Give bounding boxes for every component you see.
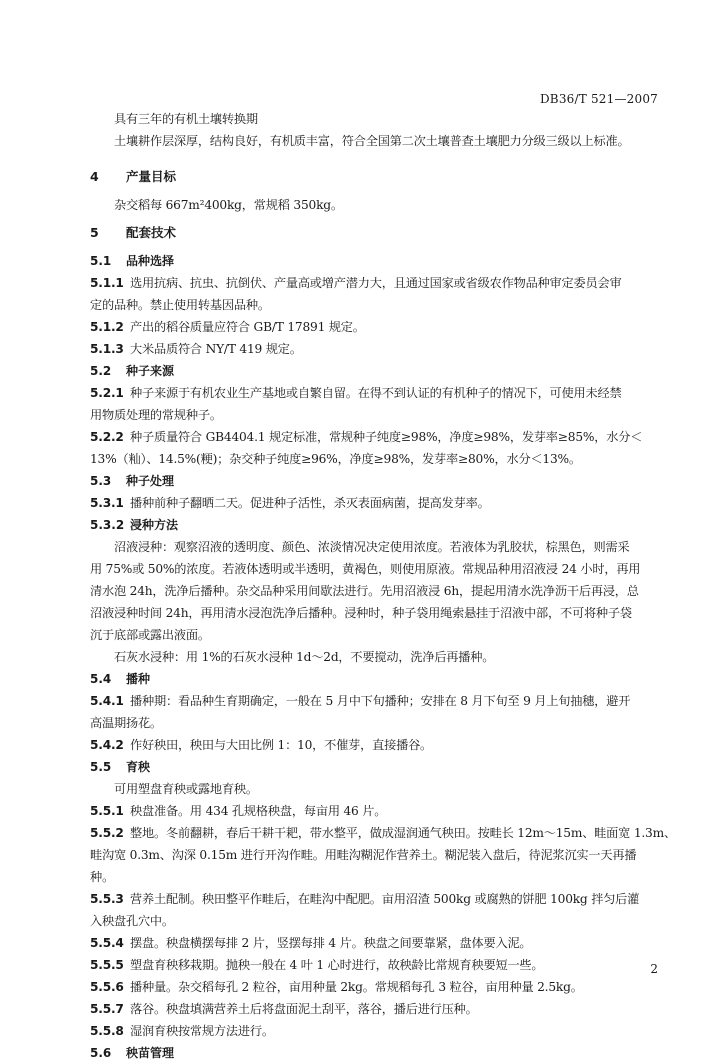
clause-5-5-7 (90, 998, 658, 1020)
section-title: 育秧 (126, 760, 151, 774)
clause-text: 摆盘。秧盘横摆每排 2 片，竖摆每排 4 片。秧盘之间要靠紧，盘体要入泥。 (130, 936, 532, 950)
clause-number: 5.3.2 (90, 518, 125, 532)
clause-5-4-2 (90, 734, 658, 756)
clause-number: 5.1.2 (90, 320, 124, 334)
clause-text: 湿润育秧按常规方法进行。 (130, 1024, 274, 1038)
clause-number: 5.5.5 (90, 958, 124, 972)
section-title: 种子来源 (126, 364, 175, 378)
clause-text: 播种前种子翻晒二天。促进种子活性，杀灭表面病菌，提高发芽率。 (130, 496, 490, 510)
section-5-1-heading (90, 250, 658, 272)
section-title: 产量目标 (126, 169, 177, 184)
lime-soak-text: 石灰水浸种：用 1%的石灰水浸种 1d～2d，不要搅动，洗净后再播种。 (114, 650, 495, 664)
soak-method-line-5: 沉于底部或露出液面。 (90, 628, 210, 642)
clause-number: 5.5.8 (90, 1024, 124, 1038)
section-number: 5 (90, 225, 99, 240)
clause-number: 5.5.6 (90, 980, 124, 994)
clause-text: 产出的稻谷质量应符合 GB/T 17891 规定。 (130, 320, 365, 334)
clause-5-5-1 (90, 800, 658, 822)
clause-text: 塑盘育秧移栽期。抛秧一般在 4 叶 1 心时进行，故秧龄比常规育秧要短一些。 (130, 958, 544, 972)
clause-text: 选用抗病、抗虫、抗倒伏、产量高或增产潜力大，且通过国家或省级农作物品种审定委员会审 (130, 276, 622, 290)
clause-number: 5.1.1 (90, 276, 124, 290)
clause-text: 种子质量符合 GB4404.1 规定标准，常规种子纯度≥98%，净度≥98%，发芽率≥85%，水分＜ (130, 430, 643, 444)
clause-5-5-2-cont-1: 畦沟宽 0.3m、沟深 0.15m 进行开沟作畦。用畦沟糊泥作营养土。糊泥装入盘后，待泥浆沉实一天再播 (90, 848, 637, 862)
section-title: 播种 (126, 672, 151, 686)
clause-5-1-2 (90, 316, 658, 338)
clause-title: 浸种方法 (130, 518, 179, 532)
section-number: 4 (90, 169, 99, 184)
clause-5-5-5 (90, 954, 658, 976)
clause-text: 整地。冬前翻耕，春后干耕干耙，带水整平，做成湿润通气秧田。按畦长 12m～15m、畦面宽 1.3m、 (130, 826, 676, 840)
clause-5-3-2-heading (90, 514, 658, 536)
section-5-5-intro: 可用塑盘育秧或露地育秧。 (114, 782, 258, 796)
clause-5-5-4 (90, 932, 658, 954)
page-number: 2 (650, 962, 658, 976)
intro-line-1: 具有三年的有机土壤转换期 (114, 112, 258, 126)
clause-text: 秧盘准备。用 434 孔规格秧盘，每亩用 46 片。 (130, 804, 387, 818)
clause-text: 营养土配制。秧田整平作畦后，在畦沟中配肥。亩用沼渣 500kg 或腐熟的饼肥 100kg 拌匀后灌 (130, 892, 640, 906)
clause-number: 5.4.1 (90, 694, 124, 708)
clause-number: 5.4.2 (90, 738, 124, 752)
clause-5-1-1 (90, 272, 658, 294)
clause-5-2-2-cont: 13%（籼）、14.5%(粳)；杂交种子纯度≥96%，净度≥98%，发芽率≥80%，水分＜13%。 (90, 452, 581, 466)
clause-5-5-3 (90, 888, 658, 910)
section-title: 秧苗管理 (126, 1046, 175, 1060)
section-5-3-heading (90, 470, 658, 492)
clause-number: 5.5.1 (90, 804, 124, 818)
clause-5-4-1 (90, 690, 658, 712)
document-body (90, 108, 676, 1064)
section-5-heading (90, 222, 658, 244)
soak-method-line-3: 清水泡 24h，洗净后播种。杂交品种采用间歇法进行。先用沼液浸 6h，提起用清水洗净沥干后再浸，总 (90, 584, 639, 598)
clause-5-1-3 (90, 338, 658, 360)
clause-text: 播种期：看品种生育期确定，一般在 5 月中下旬播种；安排在 8 月下旬至 9 月上旬抽穗，避开 (130, 694, 631, 708)
section-title: 配套技术 (126, 225, 177, 240)
section-number: 5.2 (90, 364, 112, 378)
section-5-4-heading (90, 668, 658, 690)
clause-number: 5.5.3 (90, 892, 124, 906)
clause-5-2-1-cont: 用物质处理的常规种子。 (90, 408, 222, 422)
standard-code: DB36/T 521—2007 (539, 92, 658, 106)
section-number: 5.4 (90, 672, 112, 686)
section-title: 种子处理 (126, 474, 175, 488)
section-number: 5.6 (90, 1046, 112, 1060)
section-4-heading (90, 166, 658, 188)
clause-number: 5.2.2 (90, 430, 124, 444)
clause-5-5-3-cont: 入秧盘孔穴中。 (90, 914, 174, 928)
soak-method-line-1: 沼液浸种：观察沼液的透明度、颜色、浓淡情况决定使用浓度。若液体为乳胶状，棕黑色，则需采 (114, 540, 630, 554)
clause-number: 5.2.1 (90, 386, 124, 400)
clause-number: 5.5.7 (90, 1002, 124, 1016)
section-number: 5.5 (90, 760, 112, 774)
clause-5-2-1 (90, 382, 658, 404)
section-5-2-heading (90, 360, 658, 382)
clause-number: 5.1.3 (90, 342, 124, 356)
clause-number: 5.5.2 (90, 826, 124, 840)
section-5-5-heading (90, 756, 658, 778)
clause-text: 落谷。秧盘填满营养土后将盘面泥土刮平，落谷，播后进行压种。 (130, 1002, 478, 1016)
clause-text: 作好秧田，秧田与大田比例 1：10，不催芽，直接播谷。 (130, 738, 433, 752)
clause-number: 5.5.4 (90, 936, 124, 950)
clause-text: 大米品质符合 NY/T 419 规定。 (130, 342, 302, 356)
section-4-text: 杂交稻每 667m²400kg，常规稻 350kg。 (114, 198, 343, 212)
clause-number: 5.3.1 (90, 496, 124, 510)
clause-5-1-1-cont: 定的品种。禁止使用转基因品种。 (90, 298, 270, 312)
clause-5-4-1-cont: 高温期扬花。 (90, 716, 162, 730)
clause-5-3-1 (90, 492, 658, 514)
clause-5-2-2 (90, 426, 658, 448)
section-number: 5.3 (90, 474, 112, 488)
clause-5-5-2-cont-2: 种。 (90, 870, 114, 884)
section-5-6-heading (90, 1042, 658, 1064)
soak-method-line-2: 用 75%或 50%的浓度。若液体透明或半透明，黄褐色，则使用原液。常规品种用沼液浸 24 小时，再用 (90, 562, 641, 576)
section-title: 品种选择 (126, 254, 175, 268)
clause-text: 种子来源于有机农业生产基地或自繁自留。在得不到认证的有机种子的情况下，可使用未经禁 (130, 386, 622, 400)
soak-method-line-4: 沼液浸种时间 24h，再用清水浸泡洗净后播种。浸种时，种子袋用绳索悬挂于沼液中部，不可将种子袋 (90, 606, 632, 620)
intro-line-2: 土壤耕作层深厚，结构良好，有机质丰富，符合全国第二次土壤普查土壤肥力分级三级以上标准。 (114, 134, 630, 148)
clause-5-5-2 (90, 822, 676, 844)
clause-5-5-6 (90, 976, 658, 998)
clause-text: 播种量。杂交稻每孔 2 粒谷，亩用种量 2kg。常规稻每孔 3 粒谷，亩用种量 2.5kg。 (130, 980, 583, 994)
clause-5-5-8 (90, 1020, 658, 1042)
section-number: 5.1 (90, 254, 112, 268)
